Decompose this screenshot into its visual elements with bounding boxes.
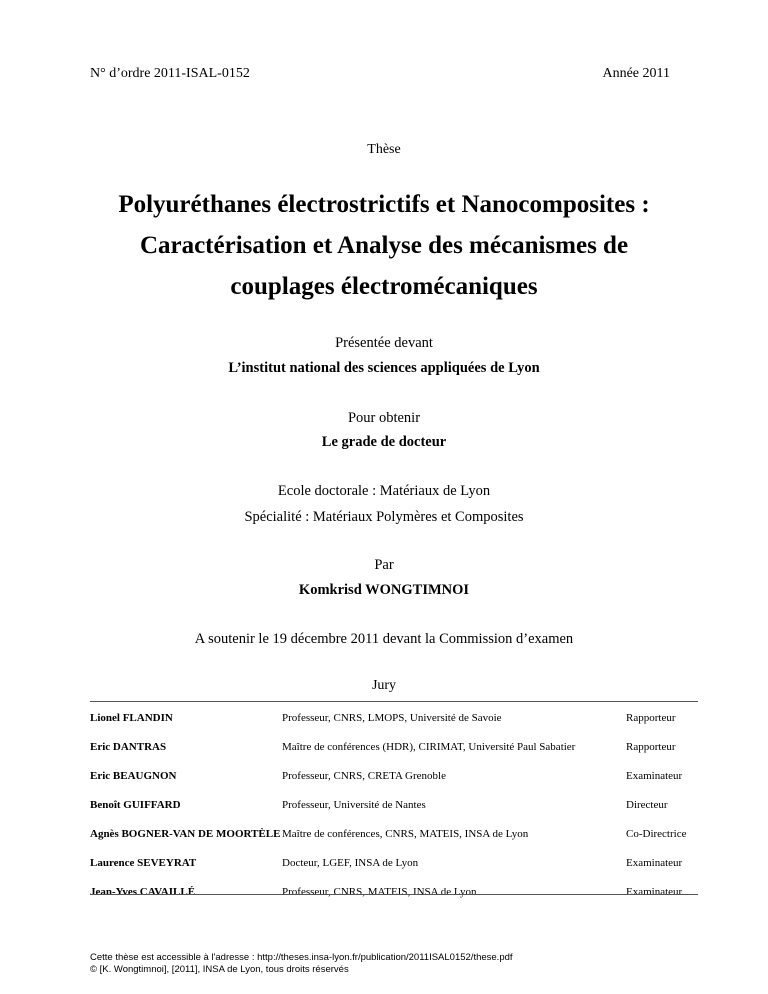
- jury-member-role: Examinateur: [626, 885, 683, 898]
- footer-copyright: © [K. Wongtimnoi], [2011], INSA de Lyon, tous droits réservés: [90, 964, 349, 975]
- jury-member-name: Eric BEAUGNON: [90, 769, 177, 782]
- jury-member-affiliation: Professeur, CNRS, CRETA Grenoble: [282, 769, 446, 782]
- jury-member-affiliation: Professeur, Université de Nantes: [282, 798, 426, 811]
- degree-name: Le grade de docteur: [321, 434, 447, 450]
- jury-member-role: Rapporteur: [626, 740, 676, 753]
- jury-bottom-rule: [90, 894, 698, 895]
- table-row: [90, 703, 698, 732]
- jury-member-role: Examinateur: [626, 769, 683, 782]
- order-number: N° d’ordre 2011-ISAL-0152: [90, 66, 250, 81]
- jury-member-name: Laurence SEVEYRAT: [90, 856, 197, 869]
- jury-member-affiliation: Docteur, LGEF, INSA de Lyon: [282, 856, 419, 869]
- table-row: [90, 732, 698, 761]
- thesis-title-line-3: couplages électromécaniques: [230, 273, 538, 300]
- doctoral-school: Ecole doctorale : Matériaux de Lyon: [277, 483, 491, 499]
- jury-member-name: Lionel FLANDIN: [90, 711, 173, 724]
- footer: [90, 952, 513, 976]
- obtain-label: Pour obtenir: [347, 410, 421, 426]
- jury-member-affiliation: Professeur, CNRS, MATEIS, INSA de Lyon: [282, 885, 477, 898]
- author-label: Par: [374, 557, 394, 573]
- thesis-title-line-1: Polyuréthanes électrostrictifs et Nanocomposites :: [118, 191, 650, 218]
- jury-member-affiliation: Maître de conférences, CNRS, MATEIS, INSA de Lyon: [282, 827, 529, 840]
- jury-table: [90, 703, 698, 906]
- jury-member-name: Agnès BOGNER-VAN DE MOORTÈLE: [90, 827, 281, 840]
- table-row: [90, 761, 698, 790]
- document-type: Thèse: [367, 142, 401, 157]
- jury-member-name: Eric DANTRAS: [90, 740, 167, 753]
- table-row: [90, 819, 698, 848]
- jury-member-name: Benoît GUIFFARD: [90, 798, 181, 811]
- jury-title: Jury: [371, 678, 397, 693]
- table-row: [90, 790, 698, 819]
- defense-statement: A soutenir le 19 décembre 2011 devant la Commission d’examen: [194, 631, 574, 647]
- author-name: Komkrisd WONGTIMNOI: [298, 582, 470, 598]
- table-row: [90, 848, 698, 877]
- jury-member-role: Directeur: [626, 798, 668, 811]
- jury-member-role: Examinateur: [626, 856, 683, 869]
- footer-access-url: Cette thèse est accessible à l'adresse : http://theses.insa-lyon.fr/publication/2011ISAL0152/these.pdf: [90, 952, 513, 963]
- specialty: Spécialité : Matériaux Polymères et Composites: [244, 509, 524, 525]
- jury-member-affiliation: Maître de conférences (HDR), CIRIMAT, Université Paul Sabatier: [282, 740, 576, 753]
- jury-member-affiliation: Professeur, CNRS, LMOPS, Université de Savoie: [282, 711, 502, 724]
- thesis-title-line-2: Caractérisation et Analyse des mécanismes de: [139, 232, 629, 259]
- year: Année 2011: [602, 66, 670, 81]
- jury-top-rule: [90, 701, 698, 702]
- table-row: [90, 877, 698, 906]
- jury-member-role: Co-Directrice: [626, 827, 687, 840]
- presented-label: Présentée devant: [335, 335, 433, 351]
- institution-name: L’institut national des sciences appliquées de Lyon: [228, 360, 540, 376]
- jury-member-role: Rapporteur: [626, 711, 676, 724]
- jury-member-name: Jean-Yves CAVAILLÉ: [90, 885, 196, 898]
